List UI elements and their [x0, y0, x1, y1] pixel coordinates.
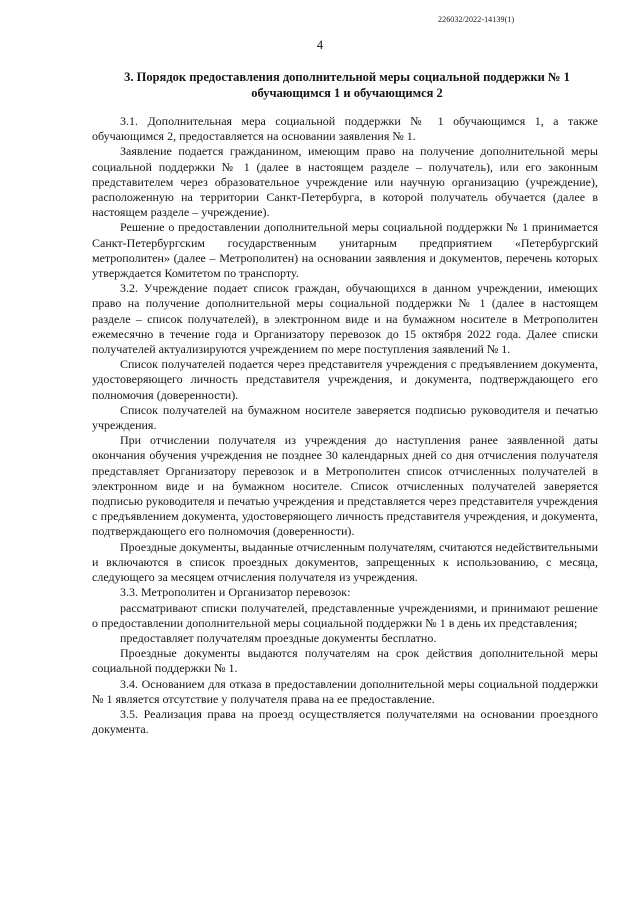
paragraph: Список получателей на бумажном носителе заверяется подписью руководителя и печатью учреждения. — [92, 402, 598, 433]
paragraph: Заявление подается гражданином, имеющим право на получение дополнительной меры социальной поддержки № 1 (далее в настоящем разделе – получатель), или его законным представителем через образовательное учреждение или научную организацию (учреждение), расположенную на территории Санкт-Петербурга, в которой получатель обучается (далее в настоящем разделе – учреждение). — [92, 144, 598, 220]
paragraph: рассматривают списки получателей, представленные учреждениями, и принимают решение о предоставлении дополнительной меры социальной поддержки № 1 в день их представления; — [92, 600, 598, 630]
document-number: 226032/2022-14139(1) — [438, 15, 515, 24]
section-title: 3. Порядок предоставления дополнительной меры социальной поддержки № 1 обучающимся 1 и обучающимся 2 — [124, 70, 570, 100]
paragraph: предоставляет получателям проездные документы бесплатно. — [120, 630, 437, 645]
paragraph-3-2: 3.2. Учреждение подает список граждан, обучающихся в данном учреждении, имеющих право на получение дополнительной меры социальной поддержки № 1 (далее в настоящем разделе – список получателей), в электронном виде и на бумажном носителе в Метрополитен ежемесячно в течение года и Организатору перевозок до 15 октября 2022 года. Далее списки получателей актуализируются учреждением по мере поступления заявлений № 1. — [92, 281, 598, 357]
paragraph-3-5: 3.5. Реализация права на проезд осуществляется получателями на основании проездного документа. — [92, 706, 598, 737]
document-body — [92, 114, 598, 737]
paragraph-3-1: 3.1. Дополнительная мера социальной поддержки № 1 обучающимся 1, а также обучающимся 2, предоставляется на основании заявления № 1. — [92, 114, 598, 144]
page-number: 4 — [316, 38, 324, 52]
paragraph: При отчислении получателя из учреждения до наступления ранее заявленной даты окончания обучения учреждения не позднее 30 календарных дней со дня отчисления получателя представляет Организатору перевозок и в Метрополитен список отчисленных получателей в электронном виде и на бумажном носителе. Список отчисленных получателей заверяется подписью руководителя и печатью учреждения и представляется через представителя учреждения с предъявлением документа, удостоверяющего личность представителя учреждения, и документа, подтверждающего его полномочия (доверенности). — [92, 433, 598, 539]
paragraph: Список получателей подается через представителя учреждения с предъявлением документа, удостоверяющего личность представителя учреждения, и документа, подтверждающего его полномочия (доверенности). — [92, 357, 598, 402]
paragraph: Проездные документы, выданные отчисленным получателям, считаются недействительными и включаются в список проездных документов, запрещенных к использованию, с месяца, следующего за месяцем отчисления получателя из учреждения. — [92, 539, 598, 585]
paragraph: Проездные документы выдаются получателям на срок действия дополнительной меры социальной поддержки № 1. — [92, 646, 598, 676]
paragraph-3-3: 3.3. Метрополитен и Организатор перевозок: — [120, 585, 351, 600]
paragraph-3-4: 3.4. Основанием для отказа в предоставлении дополнительной меры социальной поддержки № 1 является отсутствие у получателя права на ее предоставление. — [92, 676, 598, 706]
paragraph: Решение о предоставлении дополнительной меры социальной поддержки № 1 принимается Санкт-Петербургским государственным унитарным предприятием «Петербургский метрополитен» (далее – Метрополитен) на основании заявления и документов, перечень которых утверждается Комитетом по транспорту. — [92, 220, 598, 281]
